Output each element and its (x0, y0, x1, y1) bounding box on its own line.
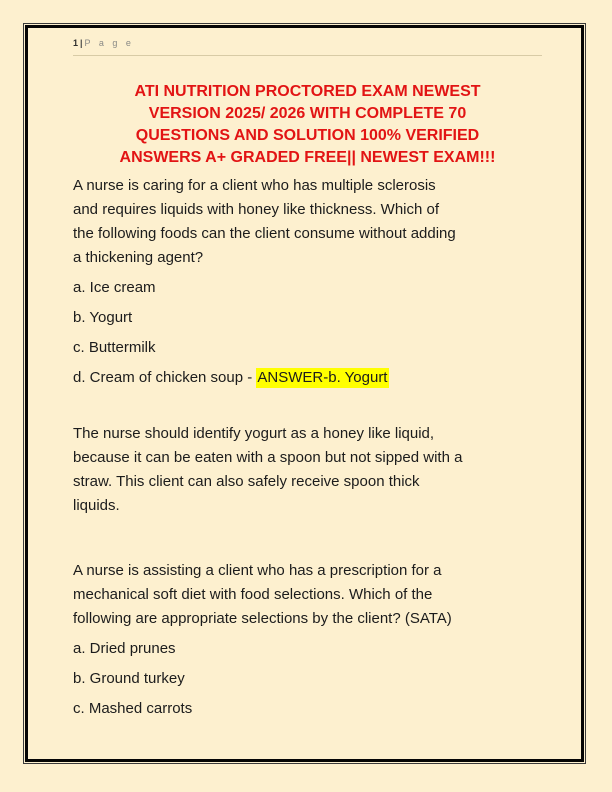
page-header-label: P a g e (84, 38, 134, 48)
question-1-option-d (73, 366, 542, 390)
exam-title-line: VERSION 2025/ 2026 WITH COMPLETE 70 (148, 105, 467, 122)
exam-title-line: QUESTIONS AND SOLUTION 100% VERIFIED (135, 127, 480, 144)
page-content (31, 31, 578, 727)
question-1-stem (73, 174, 542, 270)
exam-title-line: ANSWERS A+ GRADED FREE|| NEWEST EXAM!!! (119, 149, 496, 166)
exam-title-line: ATI NUTRITION PROCTORED EXAM NEWEST (134, 83, 481, 100)
stem-line: the following foods can the client consume without adding (73, 225, 456, 242)
exam-body (73, 174, 542, 721)
exam-title (73, 81, 542, 169)
stem-line: A nurse is caring for a client who has multiple sclerosis (73, 177, 436, 194)
stem-line: mechanical soft diet with food selections. Which of the (73, 586, 433, 603)
stem-line: following are appropriate selections by the client? (SATA) (73, 610, 452, 627)
page-number: 1 (73, 38, 79, 48)
question-1-option-a: a. Ice cream (73, 279, 156, 296)
question-2-option-b: b. Ground turkey (73, 670, 185, 687)
explanation-line: The nurse should identify yogurt as a honey like liquid, (73, 425, 435, 442)
question-1-explanation (73, 422, 542, 518)
option-d-text: d. Cream of chicken soup - (73, 369, 257, 386)
page-header-separator: | (80, 38, 83, 48)
blank-line (73, 396, 542, 422)
stem-line: a thickening agent? (73, 249, 204, 266)
page-header (73, 37, 542, 56)
explanation-line: liquids. (73, 497, 120, 514)
question-2-option-c: c. Mashed carrots (73, 700, 193, 717)
question-1-option-c: c. Buttermilk (73, 339, 156, 356)
stem-line: A nurse is assisting a client who has a prescription for a (73, 562, 442, 579)
page-border (25, 25, 584, 762)
question-1-option-b: b. Yogurt (73, 309, 133, 326)
stem-line: and requires liquids with honey like thickness. Which of (73, 201, 440, 218)
explanation-line: straw. This client can also safely receive spoon thick (73, 473, 420, 490)
question-2-option-a: a. Dried prunes (73, 640, 176, 657)
blank-line (73, 518, 542, 554)
answer-highlight: ANSWER-b. Yogurt (257, 369, 388, 386)
explanation-line: because it can be eaten with a spoon but not sipped with a (73, 449, 463, 466)
question-2-stem (73, 559, 542, 631)
